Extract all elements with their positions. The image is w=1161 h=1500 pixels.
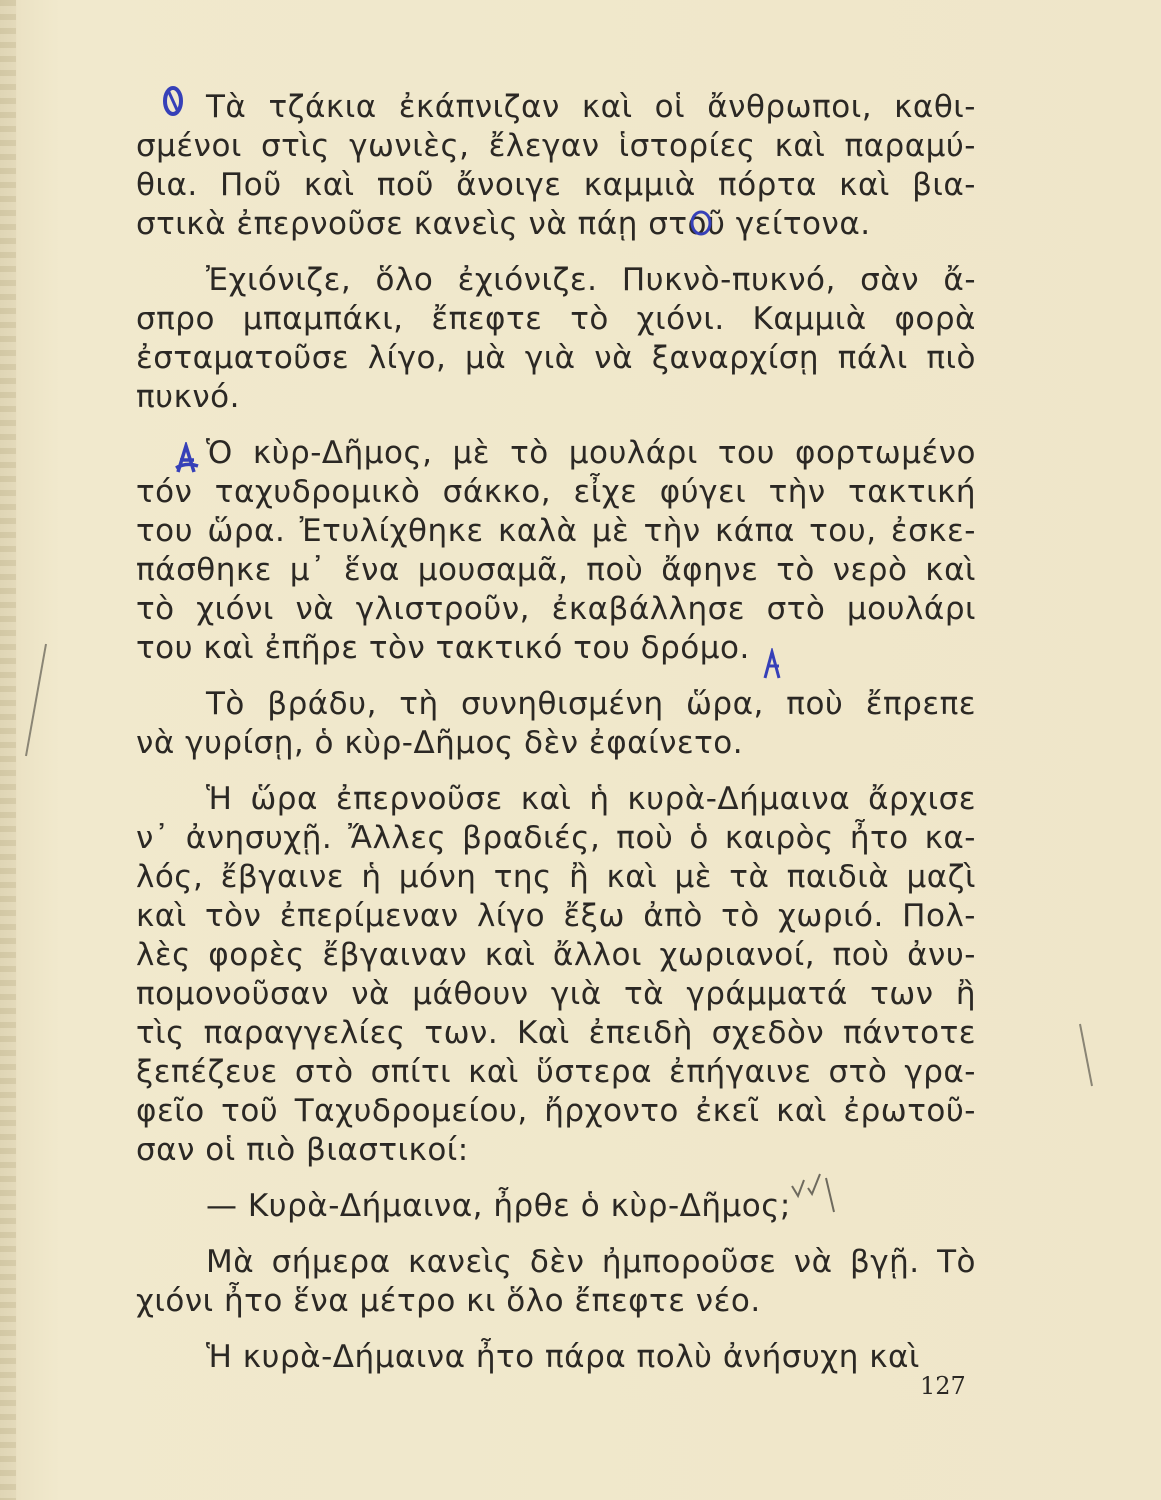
text-line: ν᾽ ἀνησυχῇ. Ἄλλες βραδιές, ποὺ ὁ καιρὸς ἦτο κα- (136, 820, 976, 856)
text-line: σπρο μπαμπάκι, ἔπεφτε τὸ χιόνι. Καμμιὰ φορὰ (136, 301, 976, 337)
text-line: λός, ἔβγαινε ἡ μόνη της ἢ καὶ μὲ τὰ παιδιὰ μαζὶ (136, 859, 976, 895)
text-line: Μὰ σήμερα κανεὶς δὲν ἠμποροῦσε νὰ βγῇ. Τὸ (206, 1244, 976, 1280)
text-line: του ὥρα. Ἐτυλίχθηκε καλὰ μὲ τὴν κάπα του, ἐσκε- (136, 513, 976, 549)
pencil-check-mark (790, 1172, 840, 1216)
annotation-mark-start-2 (172, 442, 202, 476)
text-line: λὲς φορὲς ἔβγαιναν καὶ ἄλλοι χωριανοί, ποὺ ἀνυ- (136, 937, 976, 973)
text-line: Ἡ κυρὰ-Δήμαινα ἦτο πάρα πολὺ ἀνήσυχη καὶ (206, 1339, 920, 1375)
paragraph-p5 (136, 780, 976, 1170)
annotation-mark-end-2 (760, 648, 784, 680)
annotation-mark-end-1 (688, 208, 714, 238)
text-line: Ἡ ὥρα ἐπερνοῦσε καὶ ἡ κυρὰ-Δήμαινα ἄρχισε (206, 781, 976, 817)
text-line: θια. Ποῦ καὶ ποῦ ἄνοιγε καμμιὰ πόρτα καὶ βια- (136, 167, 976, 203)
paragraph-p7 (136, 1243, 976, 1321)
body-text (136, 88, 976, 1394)
text-line: σαν οἱ πιὸ βιαστικοί: (136, 1132, 469, 1168)
paragraph-p8 (136, 1338, 976, 1377)
pencil-margin-stroke-right (1076, 1020, 1096, 1090)
text-line: φεῖο τοῦ Ταχυδρομείου, ἤρχοντο ἐκεῖ καὶ ἐρωτοῦ- (136, 1093, 976, 1129)
text-line: ἐσταματοῦσε λίγο, μὰ γιὰ νὰ ξαναρχίσῃ πάλι πιὸ (136, 340, 976, 376)
text-line: του καὶ ἐπῆρε τὸν τακτικό του δρόμο. (136, 630, 750, 666)
text-line: Τὸ βράδυ, τὴ συνηθισμένη ὥρα, ποὺ ἔπρεπε (206, 686, 976, 722)
page-binding-edge (0, 0, 16, 1500)
text-line: τὶς παραγγελίες των. Καὶ ἐπειδὴ σχεδὸν πάντοτε (136, 1015, 976, 1051)
text-line: πομονοῦσαν νὰ μάθουν γιὰ τὰ γράμματά των ἢ (136, 976, 976, 1012)
paragraph-p4 (136, 685, 976, 763)
text-line: πάσθηκε μ᾽ ἕνα μουσαμᾶ, ποὺ ἄφηνε τὸ νερὸ καὶ (136, 552, 976, 588)
text-line: — Κυρὰ-Δήμαινα, ἦρθε ὁ κὺρ-Δῆμος; (206, 1188, 791, 1224)
paragraph-p6 (136, 1187, 976, 1226)
text-line: καὶ τὸν ἐπερίμεναν λίγο ἔξω ἀπὸ τὸ χωριό. Πολ- (136, 898, 976, 934)
text-line: τόν ταχυδρομικὸ σάκκο, εἶχε φύγει τὴν τακτική (136, 474, 976, 510)
text-line: στικὰ ἐπερνοῦσε κανεὶς νὰ πάῃ στοῦ γείτονα. (136, 206, 871, 242)
text-line: Ἐχιόνιζε, ὅλο ἐχιόνιζε. Πυκνὸ-πυκνό, σὰν ἄ- (206, 262, 976, 298)
paragraph-p1 (136, 88, 976, 244)
text-line: Τὰ τζάκια ἐκάπνιζαν καὶ οἱ ἄνθρωποι, καθι- (206, 89, 976, 125)
text-line: τὸ χιόνι νὰ γλιστροῦν, ἐκαβάλλησε στὸ μουλάρι (136, 591, 976, 627)
text-line: ξεπέζευε στὸ σπίτι καὶ ὕστερα ἐπήγαινε στὸ γρα- (136, 1054, 976, 1090)
pencil-margin-stroke (20, 640, 50, 760)
paragraph-p2 (136, 261, 976, 417)
text-line: πυκνό. (136, 379, 241, 415)
text-line: Ὁ κὺρ-Δῆμος, μὲ τὸ μουλάρι του φορτωμένο (206, 435, 976, 471)
text-line: σμένοι στὶς γωνιὲς, ἔλεγαν ἱστορίες καὶ παραμύ- (136, 128, 976, 164)
paragraph-p3 (136, 434, 976, 668)
page-number: 127 (920, 1372, 966, 1400)
text-line: νὰ γυρίσῃ, ὁ κὺρ-Δῆμος δὲν ἐφαίνετο. (136, 725, 744, 761)
annotation-mark-start-1 (160, 84, 188, 118)
text-line: χιόνι ἦτο ἕνα μέτρο κι ὅλο ἔπεφτε νέο. (136, 1283, 761, 1319)
